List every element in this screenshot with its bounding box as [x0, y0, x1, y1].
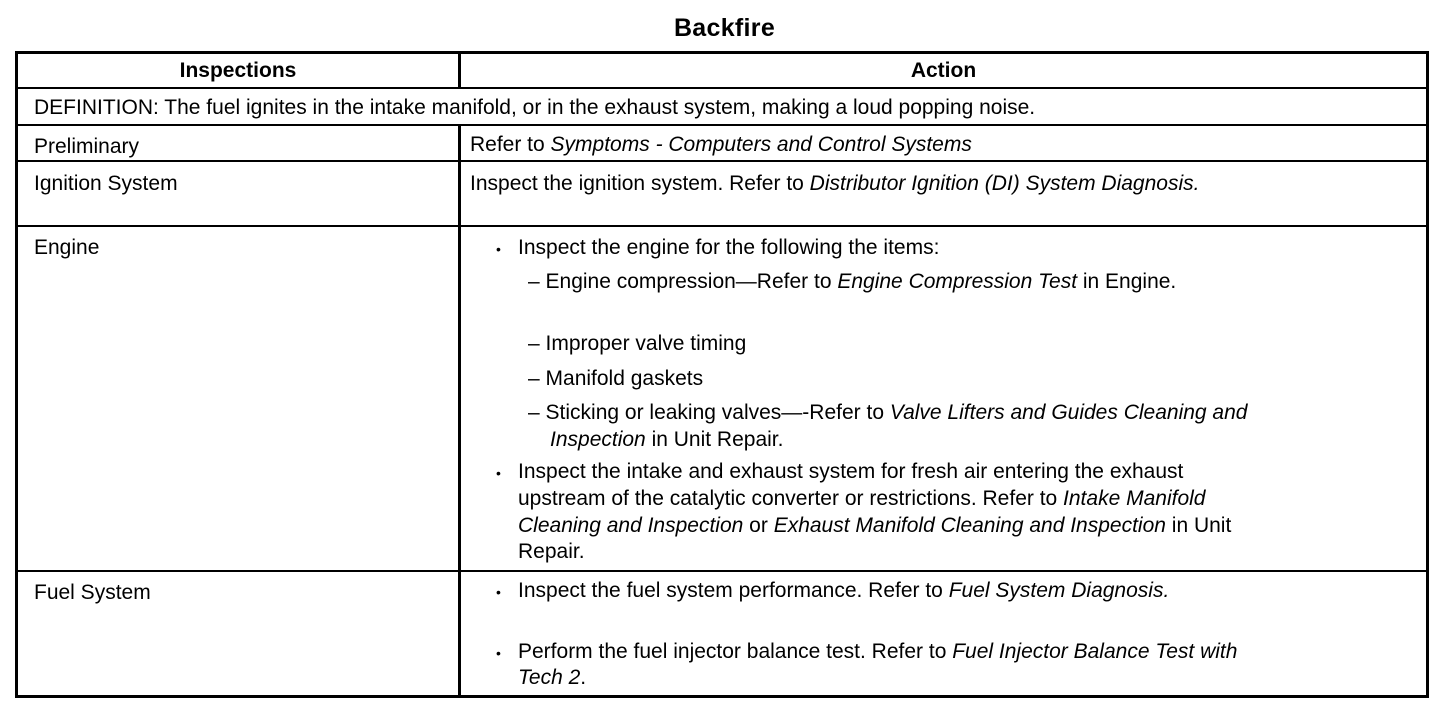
bullet-icon: •: [496, 241, 501, 257]
action-text: Refer to: [470, 133, 551, 156]
ignition-rule: [18, 225, 1426, 227]
action-text: in Unit: [1165, 514, 1232, 537]
engine-bullet-2-line-3: [518, 514, 1231, 538]
reference-text: Fuel Injector Balance Test with: [952, 640, 1238, 663]
reference-text: Distributor Ignition (DI) System Diagnosis.: [809, 172, 1200, 195]
action-text: or: [743, 514, 774, 537]
reference-text: Valve Lifters and Guides Cleaning and: [889, 401, 1248, 424]
fuel-bullet-2-line-2: [518, 666, 586, 690]
bullet-icon: •: [496, 465, 501, 481]
action-text: Perform the fuel injector balance test. Refer to: [518, 640, 953, 663]
reference-text: Inspection: [550, 428, 646, 451]
engine-bullet-2-line-4: Repair.: [518, 540, 585, 563]
dash-icon: –: [528, 401, 540, 424]
engine-bullet-2-line-1: Inspect the intake and exhaust system for fresh air entering the exhaust: [518, 460, 1184, 483]
reference-text: Engine Compression Test: [837, 270, 1078, 293]
action-text: upstream of the catalytic converter or restrictions. Refer to: [518, 487, 1064, 510]
bullet-icon: •: [496, 645, 501, 661]
action-text: Manifold gaskets: [545, 367, 704, 390]
header-action: Action: [910, 59, 977, 82]
page-title: Backfire: [673, 14, 776, 42]
reference-text: Tech 2: [518, 666, 581, 689]
fuel-bullet-2-line-1: [518, 640, 1237, 664]
engine-sub-gaskets: [528, 367, 703, 391]
definition-rule: [18, 124, 1426, 126]
backfire-table: [15, 51, 1429, 698]
row-action-ignition: [470, 172, 1199, 196]
reference-text: Symptoms - Computers and Control Systems: [550, 133, 972, 156]
dash-icon: –: [528, 332, 540, 355]
reference-text: Intake Manifold: [1063, 487, 1206, 510]
engine-bullet-1: Inspect the engine for the following the items:: [518, 236, 940, 259]
engine-sub-valve-timing: [528, 332, 746, 356]
action-text: Inspect the fuel system performance. Refer to: [518, 579, 949, 602]
engine-sub-valves-cont: [550, 428, 783, 452]
fuel-bullet-1: [518, 579, 1169, 603]
action-text: Engine compression—Refer to: [545, 270, 838, 293]
preliminary-rule: [18, 160, 1426, 162]
column-divider-body: [458, 124, 461, 695]
row-label-fuel-system: Fuel System: [34, 581, 151, 604]
action-text: in Engine.: [1077, 270, 1177, 293]
engine-sub-valves: [528, 401, 1247, 425]
row-label-preliminary: Preliminary: [34, 135, 140, 158]
reference-text: Fuel System Diagnosis.: [948, 579, 1170, 602]
engine-bullet-2-line-2: [518, 487, 1205, 511]
reference-text: Cleaning and Inspection: [518, 514, 744, 537]
row-label-ignition: Ignition System: [34, 172, 178, 195]
reference-text: Exhaust Manifold Cleaning and Inspection: [773, 514, 1166, 537]
action-text: Inspect the ignition system. Refer to: [470, 172, 810, 195]
action-text: Improper valve timing: [545, 332, 747, 355]
row-label-engine: Engine: [34, 236, 100, 259]
row-action-preliminary: [470, 133, 972, 157]
header-rule: [18, 87, 1426, 89]
action-text: in Unit Repair.: [645, 428, 784, 451]
bullet-icon: •: [496, 584, 501, 600]
engine-sub-compression: [528, 270, 1176, 294]
action-text: Sticking or leaking valves—-Refer to: [545, 401, 890, 424]
dash-icon: –: [528, 270, 540, 293]
dash-icon: –: [528, 367, 540, 390]
action-text: .: [580, 666, 587, 689]
header-inspections: Inspections: [179, 59, 297, 82]
definition-text: DEFINITION: The fuel ignites in the intake manifold, or in the exhaust system, making a loud popping noise.: [34, 96, 1036, 119]
engine-rule: [18, 570, 1426, 572]
